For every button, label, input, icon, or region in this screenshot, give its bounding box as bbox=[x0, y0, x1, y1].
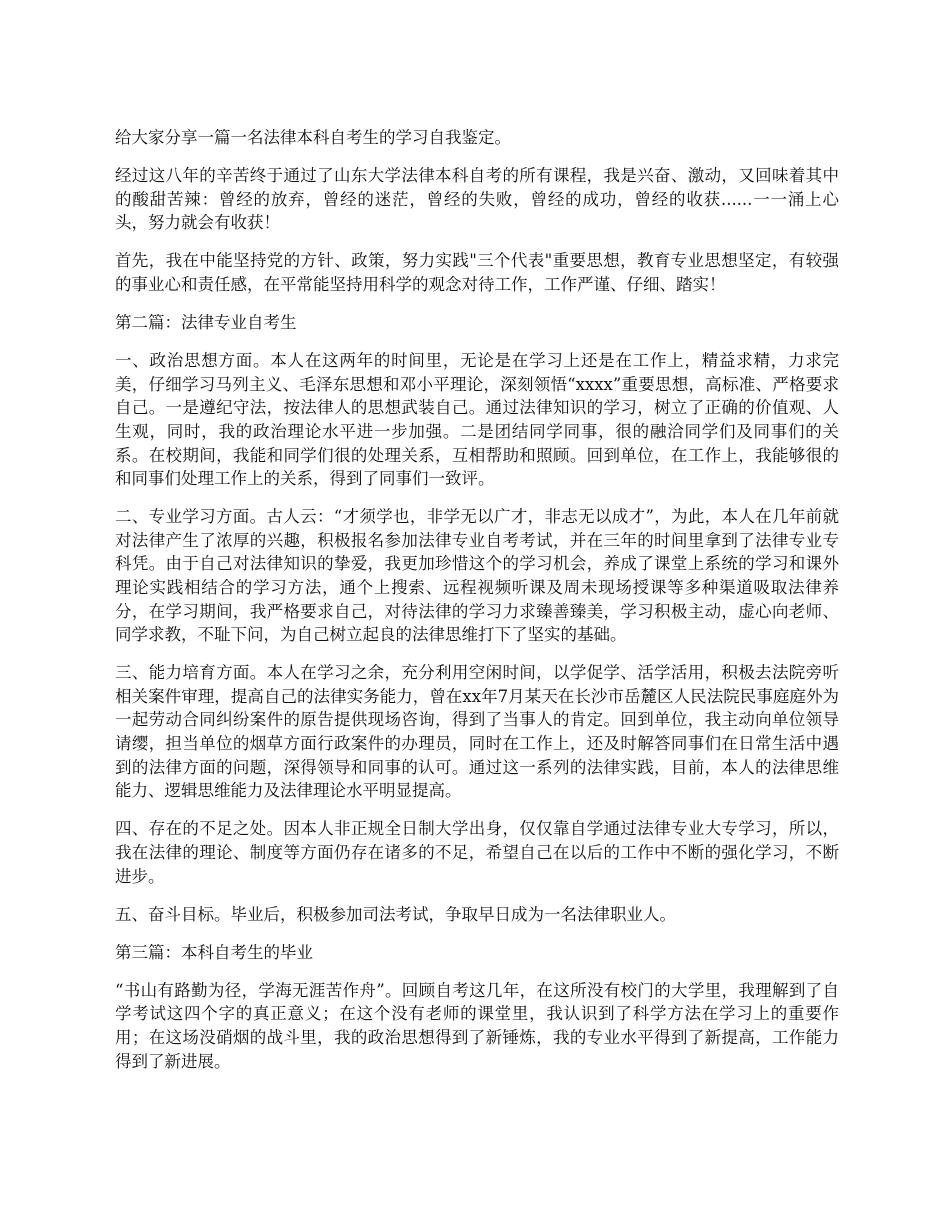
document-body bbox=[115, 126, 839, 1088]
section-heading-part-three: 第三篇：本科自考生的毕业 bbox=[115, 942, 313, 962]
paragraph-political-thought: 一、政治思想方面。本人在这两年的时间里，无论是在学习上还是在工作上，精益求精，力求完美，仔细学习马列主义、毛泽东思想和邓小平理论，深刻领悟“xxxx”重要思想，高标准、严格要求自己。一是遵纪守法，按法律人的思想武装自己。通过法律知识的学习，树立了正确的价值观、人生观，同时，我的政治理论水平进一步加强。二是团结同学同事，很的融洽同学们及同事们的关系。在校期间，我能和同学们很的处理关系，互相帮助和照顾。回到单位，在工作上，我能够很的和同事们处理工作上的关系，得到了同事们一致评。 bbox=[115, 351, 839, 489]
paragraph-professional-study: 二、专业学习方面。古人云：“才须学也，非学无以广才，非志无以成才”，为此，本人在几年前就对法律产生了浓厚的兴趣，积极报名参加法律专业自考考试，并在三年的时间里拿到了法律专业专科凭。由于自己对法律知识的挚爱，我更加珍惜这个的学习机会，养成了课堂上系统的学习和课外理论实践相结合的学习方法，通个上搜索、远程视频听课及周未现场授课等多种渠道吸取法律养分，在学习期间，我严格要求自己，对待法律的学习力求臻善臻美，学习积极主动，虚心向老师、同学求教，不耻下问，为自己树立起良的法律思维打下了坚实的基础。 bbox=[115, 507, 839, 645]
paragraph-goals: 五、奋斗目标。毕业后，积极参加司法考试，争取早日成为一名法律职业人。 bbox=[115, 904, 676, 924]
paragraph-first: 首先，我在中能坚持党的方针、政策，努力实践"三个代表"重要思想，教育专业思想坚定，有较强的事业心和责任感，在平常能坚持用科学的观念对待工作，工作严谨、仔细、踏实！ bbox=[115, 251, 839, 294]
paragraph-shortcomings: 四、存在的不足之处。因本人非正规全日制大学出身，仅仅靠自学通过法律专业大专学习，所以，我在法律的理论、制度等方面仍存在诸多的不足，希望自己在以后的工作中不断的强化学习，不断进步。 bbox=[115, 819, 839, 886]
paragraph-graduation: “书山有路勤为径，学海无涯苦作舟”。回顾自考这几年，在这所没有校门的大学里，我理解到了自学考试这四个字的真正意义；在这个没有老师的课堂里，我认识到了科学方法在学习上的重要作用；在这场没硝烟的战斗里，我的政治思想得到了新锤炼，我的专业水平得到了新提高，工作能力得到了新进展。 bbox=[115, 980, 839, 1071]
paragraph-ability-training: 三、能力培育方面。本人在学习之余，充分利用空闲时间，以学促学、活学活用，积极去法院旁听相关案件审理，提高自己的法律实务能力，曾在xx年7月某天在长沙市岳麓区人民法院民事庭庭外为一起劳动合同纠纷案件的原告提供现场咨询，得到了当事人的肯定。回到单位，我主动向单位领导请缨，担当单位的烟草方面行政案件的办理员，同时在工作上，还及时解答同事们在日常生活中遇到的法律方面的问题，深得领导和同事的认可。通过这一系列的法律实践，目前，本人的法律思维能力、逻辑思维能力及法律理论水平明显提高。 bbox=[115, 663, 839, 801]
section-heading-part-two: 第二篇：法律专业自考生 bbox=[115, 313, 297, 333]
intro-paragraph: 给大家分享一篇一名法律本科自考生的学习自我鉴定。 bbox=[115, 128, 511, 147]
paragraph-eight-years: 经过这八年的辛苦终于通过了山东大学法律本科自考的所有课程，我是兴奋、激动，又回味着其中的酸甜苦辣：曾经的放弃，曾经的迷茫，曾经的失败，曾经的成功，曾经的收获......一一涌上心头，努力就会有收获！ bbox=[115, 166, 839, 233]
